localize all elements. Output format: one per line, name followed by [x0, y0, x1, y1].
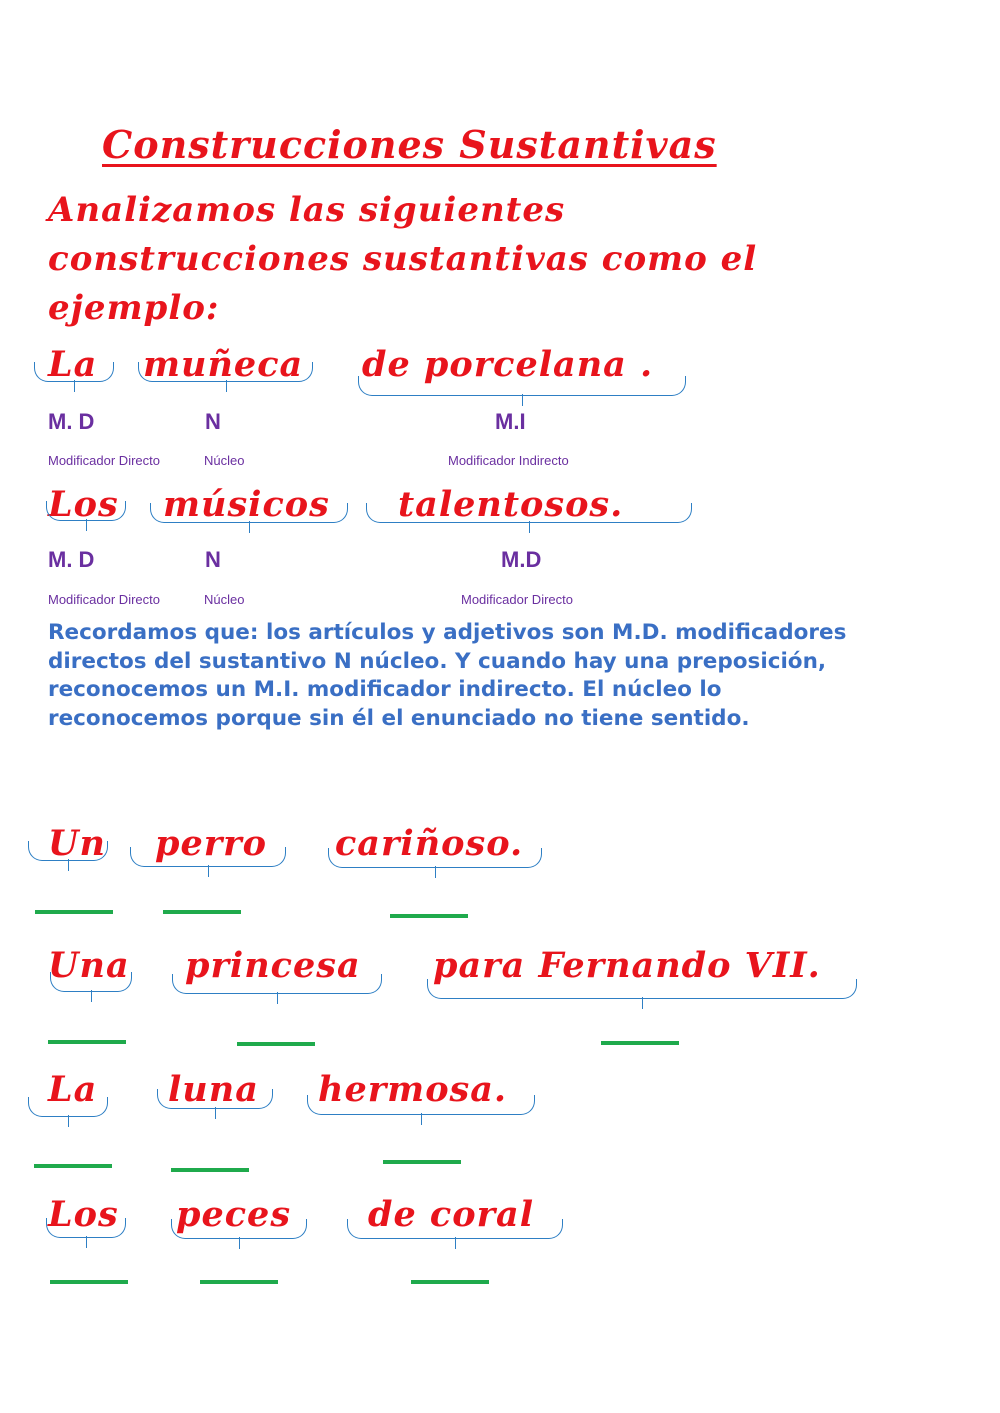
exercise-2-answer-1[interactable] — [48, 1040, 126, 1044]
exercise-1-answer-2[interactable] — [163, 910, 241, 914]
exercise-3-answer-1[interactable] — [34, 1164, 112, 1168]
example-1-brace-1 — [34, 362, 114, 382]
exercise-4-answer-1[interactable] — [50, 1280, 128, 1284]
exercise-2-word-3: para Fernando VII. — [433, 945, 821, 986]
exercise-4-word-2: peces — [176, 1194, 292, 1235]
exercise-4-brace-2 — [171, 1219, 307, 1239]
exercise-1-brace-2 — [130, 847, 286, 867]
exercise-4-word-1: Los — [48, 1194, 119, 1235]
exercise-3-answer-3[interactable] — [383, 1160, 461, 1164]
example-2-sublabel-2: Núcleo — [204, 592, 245, 607]
example-2-brace-3 — [366, 503, 692, 523]
exercise-2-word-2: princesa — [185, 945, 361, 986]
example-2-sublabel-1: Modificador Directo — [48, 592, 160, 607]
exercise-1-word-3: cariñoso. — [335, 823, 524, 864]
example-2-word-1: Los — [48, 484, 119, 525]
instructions: Analizamos las siguientes construcciones sustantivas como el ejemplo: — [48, 190, 758, 328]
exercise-1-answer-3[interactable] — [390, 914, 468, 918]
example-2-sublabel-3: Modificador Directo — [461, 592, 573, 607]
exercise-3-brace-1 — [28, 1097, 108, 1117]
exercise-4-brace-3 — [347, 1219, 563, 1239]
exercise-1-brace-3 — [328, 848, 542, 868]
exercise-4-answer-2[interactable] — [200, 1280, 278, 1284]
example-1-brace-2 — [138, 362, 313, 382]
example-1-label-mi: M.I — [495, 409, 526, 434]
example-2-label-md2: M.D — [501, 547, 542, 572]
example-1-label-n: N — [205, 409, 221, 434]
example-1-word-1: La — [48, 344, 98, 385]
example-2-word-2: músicos — [163, 484, 330, 525]
example-2-label-n: N — [205, 547, 221, 572]
exercise-4-brace-1 — [46, 1218, 126, 1238]
exercise-1-word-1: Un — [48, 823, 106, 864]
exercise-2-word-1: Una — [48, 945, 130, 986]
example-1-sublabel-3: Modificador Indirecto — [448, 453, 569, 468]
example-1-sublabel-1: Modificador Directo — [48, 453, 160, 468]
example-2-brace-2 — [150, 503, 348, 523]
page-title: Construcciones Sustantivas — [102, 122, 717, 167]
exercise-2-brace-3 — [427, 979, 857, 999]
exercise-3-word-1: La — [48, 1069, 98, 1110]
exercise-3-brace-2 — [157, 1089, 273, 1109]
example-2-brace-1 — [46, 501, 126, 521]
example-2-word-3: talentosos. — [398, 484, 624, 525]
exercise-2-answer-2[interactable] — [237, 1042, 315, 1046]
exercise-4-answer-3[interactable] — [411, 1280, 489, 1284]
exercise-2-answer-3[interactable] — [601, 1041, 679, 1045]
exercise-4-word-3: de coral — [368, 1194, 534, 1235]
example-1-word-3: de porcelana . — [362, 344, 654, 385]
example-2-label-md: M. D — [48, 547, 95, 572]
exercise-3-word-2: luna — [168, 1069, 259, 1110]
example-1-label-md: M. D — [48, 409, 95, 434]
example-1-sublabel-2: Núcleo — [204, 453, 245, 468]
exercise-3-answer-2[interactable] — [171, 1168, 249, 1172]
example-1-brace-3 — [358, 376, 686, 396]
exercise-2-brace-1 — [50, 972, 132, 992]
exercise-1-brace-1 — [28, 841, 108, 861]
exercise-2-brace-2 — [172, 974, 382, 994]
exercise-1-word-2: perro — [155, 823, 267, 864]
reminder-note: Recordamos que: los artículos y adjetivos son M.D. modificadores directos del sustantivo N núcleo. Y cuando hay una preposición, reconocemos un M.I. modificador indirecto. El núcleo lo reconocemos porque sin él el enunciado no tiene sentido. — [48, 620, 847, 731]
exercise-1-answer-1[interactable] — [35, 910, 113, 914]
exercise-3-word-3: hermosa. — [318, 1069, 508, 1110]
exercise-3-brace-3 — [307, 1095, 535, 1115]
example-1-word-2: muñeca — [143, 344, 304, 385]
